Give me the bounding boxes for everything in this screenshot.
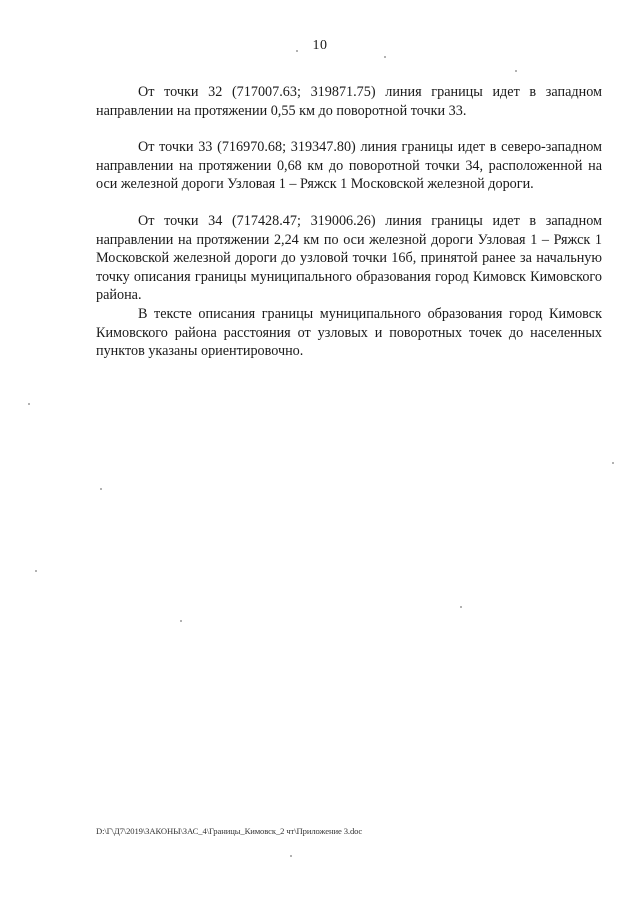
scan-speck [612, 462, 614, 464]
scan-speck [460, 606, 462, 608]
scan-speck [35, 570, 37, 572]
paragraph-note: В тексте описания границы муниципального образования город Кимовск Кимовского района расстояния от узловых и поворотных точек до населенных пунктов указаны ориентировочно. [96, 305, 602, 360]
page-number: 10 [312, 38, 328, 53]
scan-speck [515, 70, 517, 72]
scan-speck [296, 50, 298, 52]
paragraph-point-33: От точки 33 (716970.68; 319347.80) линия границы идет в северо-западном направлении на протяжении 0,68 км до поворотной точки 34, расположенной на оси железной дороги Узловая 1 – Ряжск 1 Московской железной дороги. [96, 139, 602, 193]
footer-file-path: D:\Г\Д7\2019\ЗАКОНЫ\ЗАС_4\Границы_Кимовск_2 чт\Приложение 3.doc [96, 826, 363, 836]
scan-speck [180, 620, 182, 622]
scan-speck [100, 488, 102, 490]
scan-speck [28, 403, 30, 405]
document-body [96, 83, 602, 361]
scan-speck [384, 56, 386, 58]
paragraph-point-32: От точки 32 (717007.63; 319871.75) линия границы идет в западном направлении на протяжении 0,55 км до поворотной точки 33. [96, 84, 602, 119]
paragraph-point-34: От точки 34 (717428.47; 319006.26) линия границы идет в западном направлении на протяжении 2,24 км по оси железной дороги Узловая 1 – Ряжск 1 Московской железной дороги до узловой точки 16б, принятой ранее за начальную точку описания границы муниципального образования город Кимовск Кимовского района. [96, 212, 602, 304]
scan-speck [290, 855, 292, 857]
